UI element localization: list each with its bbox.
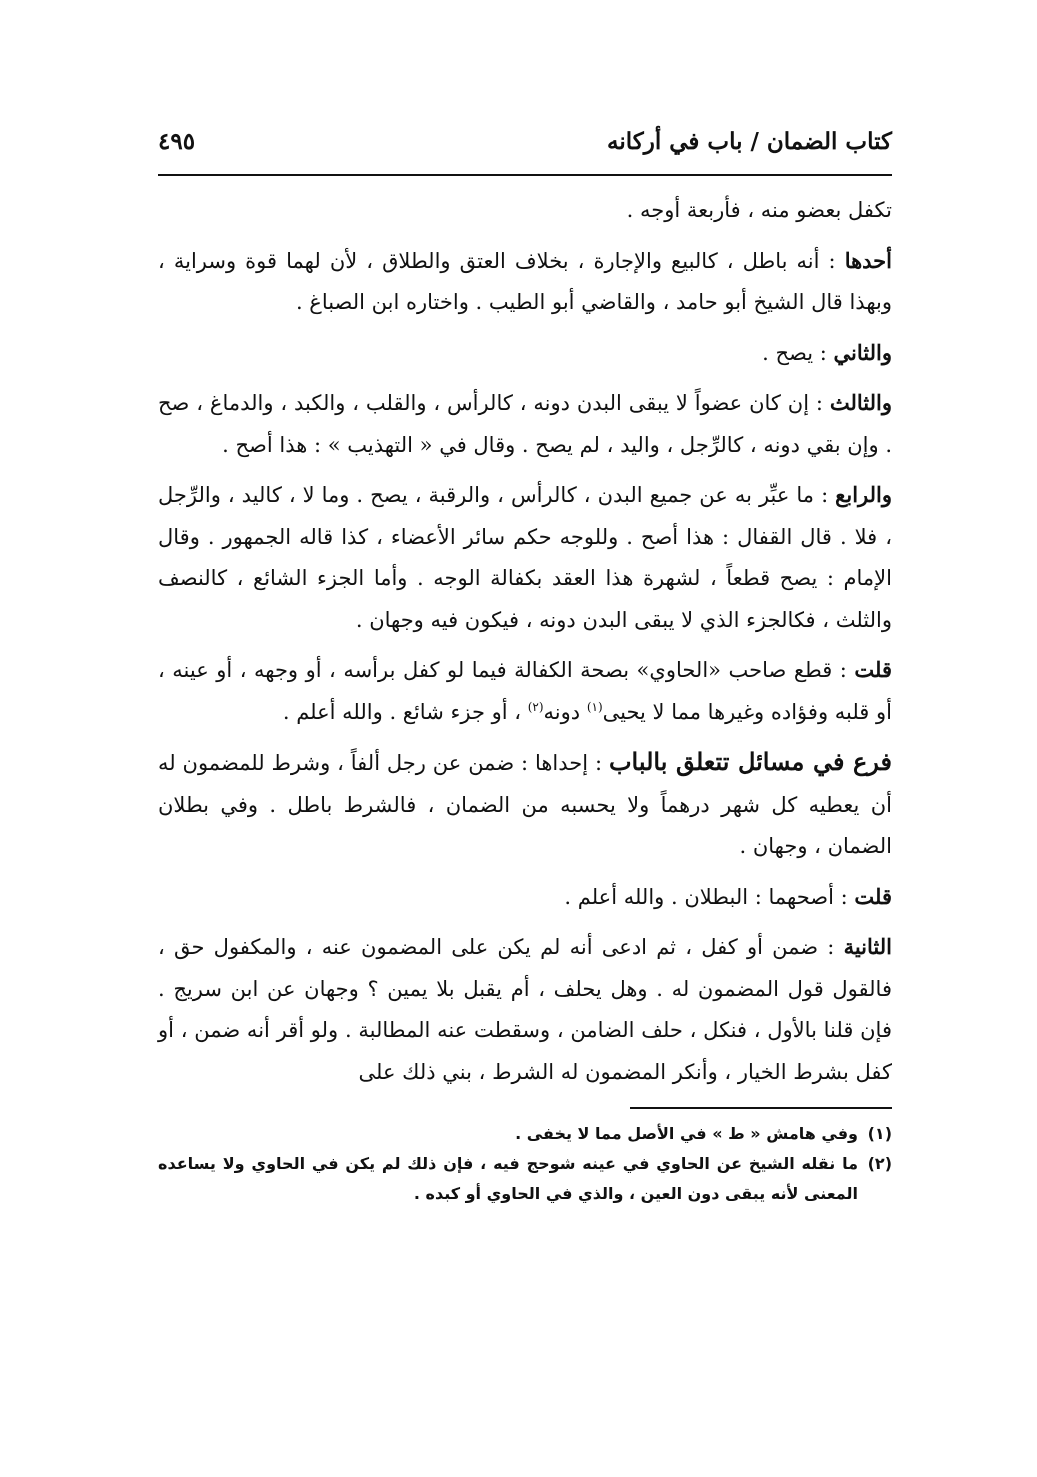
paragraph-lead: والثاني [833,339,892,365]
paragraph [158,240,892,324]
header-divider [158,174,892,176]
paragraph-text: : أصحهما : البطلان . والله أعلم . [564,884,855,909]
paragraph [158,876,892,919]
paragraph-text: : قطع صاحب «الحاوي» بصحة الكفالة فيما لو كفل برأسه ، أو وجهه ، أو عينه ، أو قلبه وفؤاده وغيرها مما لا يحيى [158,658,892,724]
section-heading: فرع في مسائل تتعلق بالباب [608,747,893,776]
paragraph [158,332,892,375]
paragraph [158,926,892,1093]
paragraph [158,649,892,733]
paragraph [158,474,892,641]
paragraph-lead: والرابع [835,482,892,507]
paragraph-text: تكفل بعضو منه ، فأربعة أوجه . [626,198,892,222]
footnote-text: ما نقله الشيخ عن الحاوي في عينه شوحج فيه ، فإن ذلك لم يكن في الحاوي ولا يساعده المعنى لأنه يبقى دون العين ، والذي في الحاوي أو كبده . [158,1154,858,1203]
paragraph-text: ، أو جزء شائع . والله أعلم . [282,699,528,724]
footnote-divider [630,1107,892,1109]
footnote-ref[interactable]: (٢) [527,699,544,714]
main-text [158,190,892,1093]
footnote-text: وفي هامش « ط » في الأصل مما لا يخفى . [515,1124,858,1143]
paragraph [158,190,892,232]
header-title: كتاب الضمان / باب في أركانه [607,128,892,155]
footnote-number: (١) [867,1124,892,1143]
paragraph-text: : إن كان عضواً لا يبقى البدن دونه ، كالرأس ، والقلب ، والكبد ، والدماغ ، صح . وإن بقي دونه ، كالرِّجل ، واليد ، لم يصح . وقال في « التهذيب » : هذا أصح . [158,391,892,457]
paragraph-text: دونه [543,699,587,724]
paragraph-lead: الثانية [843,934,892,959]
paragraph-text: : إحداها : ضمن عن رجل ألفاً ، وشرط للمضمون له أن يعطيه كل شهر درهماً ولا يحسبه من الضمان ، فالشرط باطل . وفي بطلان الضمان ، وجهان . [158,751,892,858]
footnote-number: (٢) [867,1154,892,1173]
paragraph-text: : أنه باطل ، كالبيع والإجارة ، بخلاف العتق والطلاق ، لأن لهما قوة وسراية ، وبهذا قال الشيخ أبو حامد ، والقاضي أبو الطيب . واختاره ابن الصباغ . [158,248,892,314]
paragraph-lead: قلت [854,657,892,682]
paragraph-lead: قلت [854,883,892,909]
paragraph-text: : ما عبِّر به عن جميع البدن ، كالرأس ، والرقبة ، يصح . وما لا ، كاليد ، والرِّجل ، فلا . قال القفال : هذا أصح . وللوجه حكم سائر الأعضاء ، كذا قاله الجمهور . وقال الإمام : يصح قطعاً ، لشهرة هذا العقد بكفالة الوجه . وأما الجزء الشائع ، كالنصف والثلث ، فكالجزء الذي لا يبقى البدن دونه ، فيكون فيه وجهان . [158,483,892,632]
footnote-item [158,1119,892,1149]
footnote-ref[interactable]: (١) [586,699,603,714]
footnote-item [158,1149,892,1209]
paragraph-text: : يصح . [762,340,834,365]
book-page [158,128,892,1338]
paragraph-lead: والثالث [829,390,892,415]
paragraph [158,382,892,466]
paragraph [158,741,892,868]
page-number: ٤٩٥ [158,128,196,155]
running-header [158,128,892,168]
paragraph-lead: أحدها [844,247,892,273]
footnotes [158,1119,892,1209]
paragraph-text: : ضمن أو كفل ، ثم ادعى أنه لم يكن على المضمون عنه ، والمكفول حق ، فالقول قول المضمون له . وهل يحلف ، أم يقبل بلا يمين ؟ وجهان عن ابن سريج . فإن قلنا بالأول ، فنكل ، حلف الضامن ، وسقطت عنه المطالبة . ولو أقر أنه ضمن ، أو كفل بشرط الخيار ، وأنكر المضمون له الشرط ، بني ذلك على [158,935,892,1084]
